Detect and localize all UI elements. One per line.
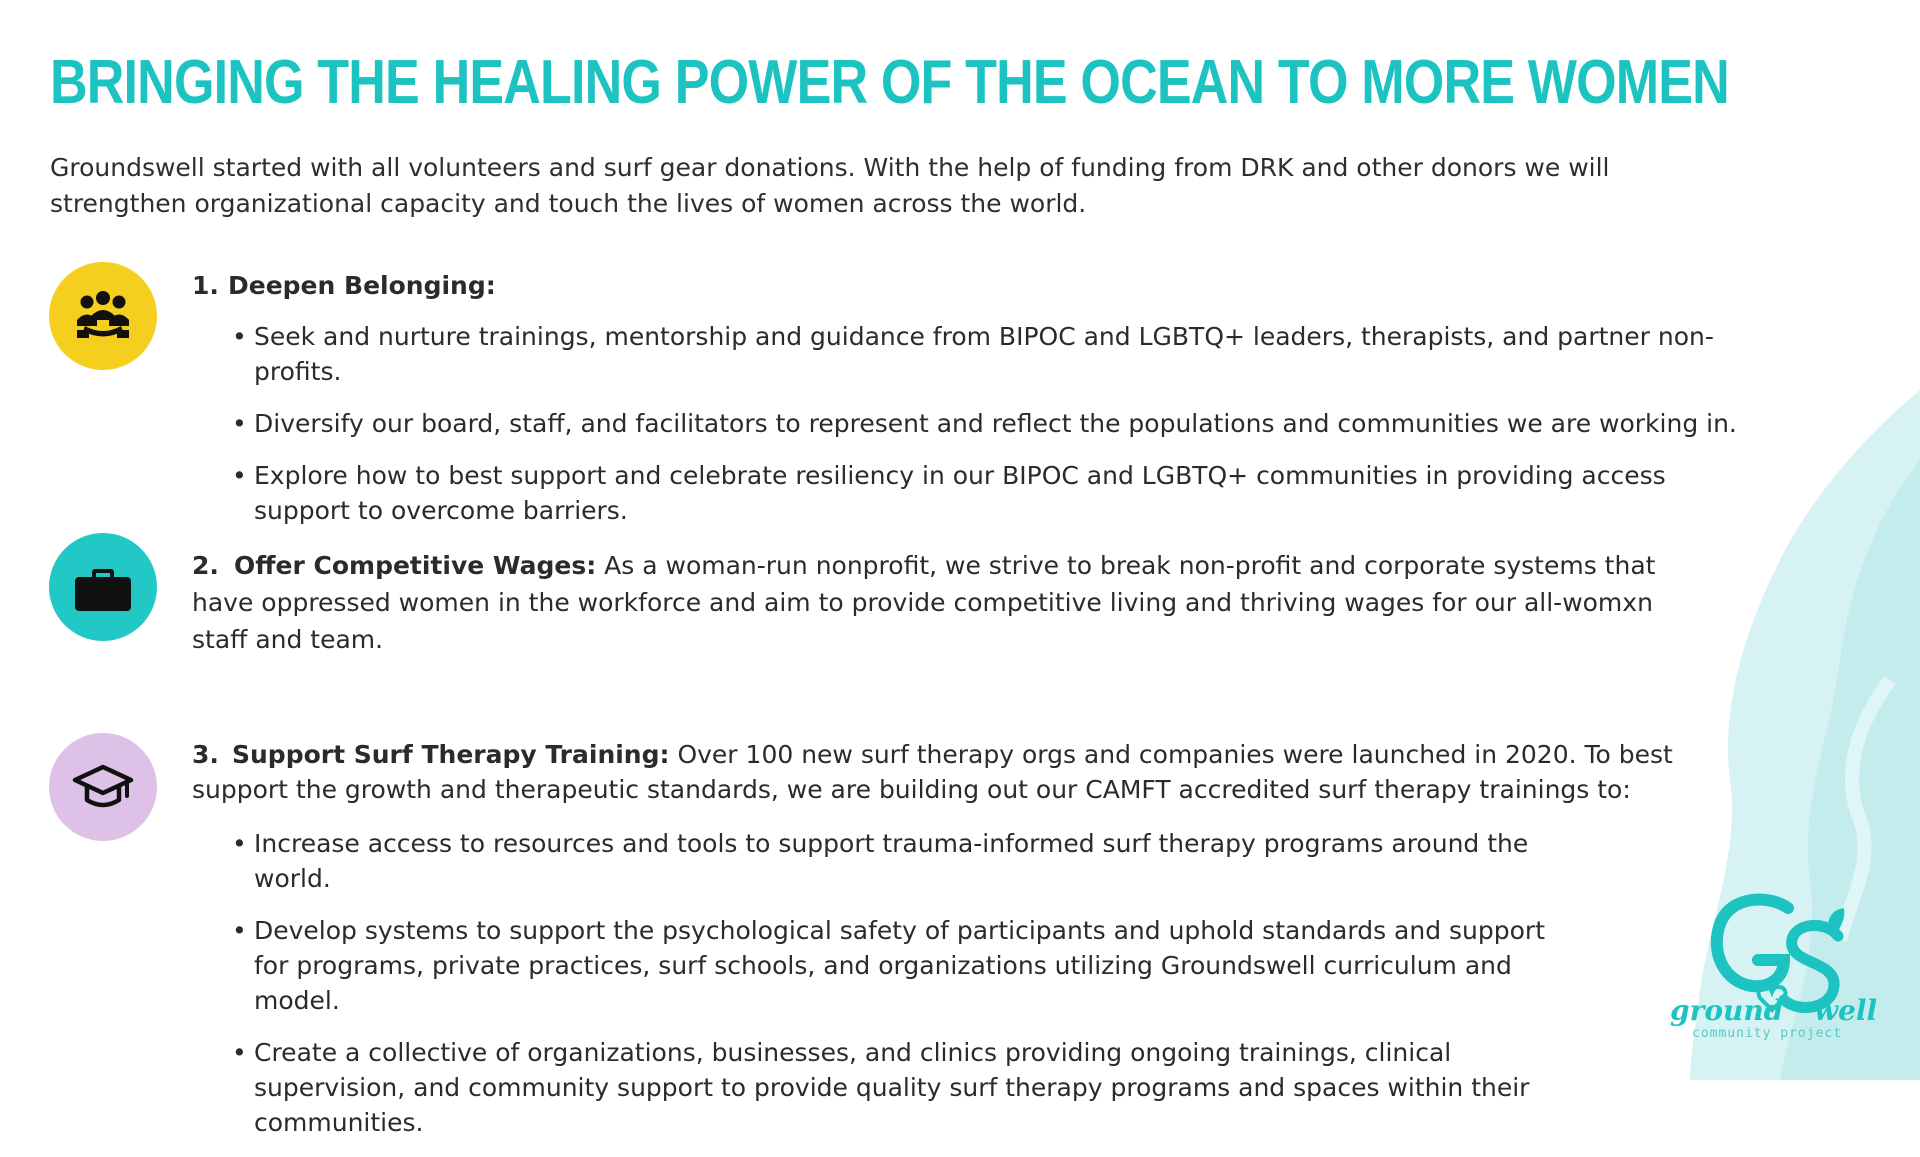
section-3-number: 3. — [192, 740, 219, 769]
section-3-bullets — [232, 826, 1562, 1157]
list-item: • Explore how to best support and celebrate resiliency in our BIPOC and LGBTQ+ communities in providing access support to overcome barriers. — [232, 458, 1752, 528]
section-1-bullets — [232, 319, 1752, 545]
graduation-cap-icon-badge — [49, 733, 157, 841]
community-icon — [71, 284, 135, 348]
section-1-number: 1. — [192, 271, 219, 300]
list-item: • Diversify our board, staff, and facilitators to represent and reflect the populations and communities we are working in. — [232, 406, 1752, 441]
list-item: • Increase access to resources and tools to support trauma-informed surf therapy programs around the world. — [232, 826, 1562, 896]
section-3-heading — [192, 737, 1702, 807]
section-3-title: Support Surf Therapy Training: — [232, 740, 670, 769]
section-2-heading — [192, 547, 1692, 658]
list-item: • Develop systems to support the psychological safety of participants and uphold standards and support for programs, private practices, surf schools, and organizations utilizing Groundswell curriculum and model. — [232, 913, 1562, 1018]
section-1-heading — [192, 267, 496, 304]
section-3-text: Over 100 new surf therapy orgs and companies were launched in 2020. To best support the growth and therapeutic standards, we are building out our CAMFT accredited surf therapy trainings to: — [192, 740, 1673, 804]
briefcase-icon-badge — [49, 533, 157, 641]
intro-paragraph: Groundswell started with all volunteers and surf gear donations. With the help of funding from DRK and other donors we will strengthen organizational capacity and touch the lives of women across the world. — [50, 153, 1610, 218]
page-title: BRINGING THE HEALING POWER OF THE OCEAN TO MORE WOMEN — [50, 48, 1729, 117]
community-icon-badge — [49, 262, 157, 370]
logo-tagline: community project — [1692, 1026, 1843, 1041]
section-1-title: Deepen Belonging: — [228, 271, 496, 300]
list-item: • Create a collective of organizations, businesses, and clinics providing ongoing trainings, clinical supervision, and community support to provide quality surf therapy programs and spaces within their communities. — [232, 1035, 1562, 1140]
logo-word-right: well — [1814, 994, 1878, 1027]
logo-word-left: ground — [1670, 994, 1784, 1027]
groundswell-logo — [1668, 890, 1888, 1050]
section-2-title: Offer Competitive Wages: — [234, 551, 597, 580]
section-2-text: As a woman-run nonprofit, we strive to break non-profit and corporate systems that have oppressed women in the workforce and aim to provide competitive living and thriving wages for our all-womxn staff and team. — [192, 551, 1656, 654]
list-item: • Seek and nurture trainings, mentorship and guidance from BIPOC and LGBTQ+ leaders, therapists, and partner non-profits. — [232, 319, 1752, 389]
graduation-cap-icon — [71, 755, 135, 819]
briefcase-icon — [71, 555, 135, 619]
section-2-number: 2. — [192, 551, 219, 580]
